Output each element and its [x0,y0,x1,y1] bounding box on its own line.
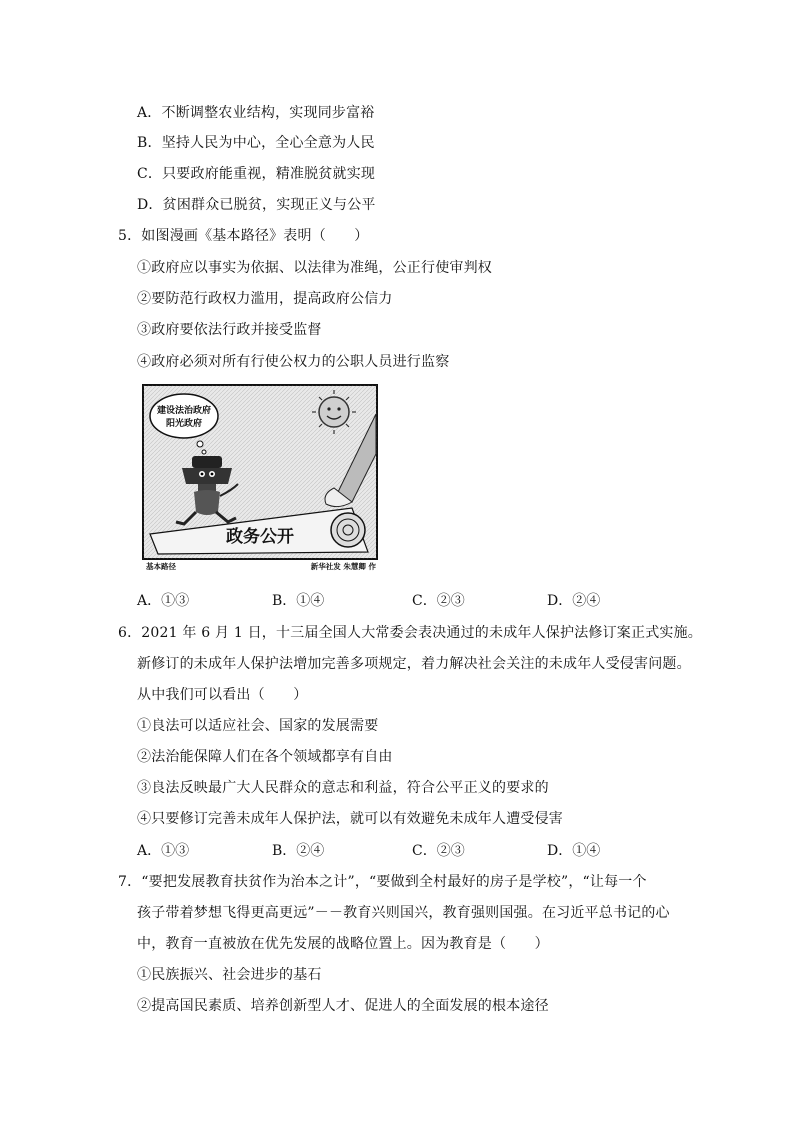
q6-item-2: ②法治能保障人们在各个领域都享有自由 [137,749,393,765]
q5-choice-b: B．①④ [272,593,325,609]
q5-choice-c: C．②③ [412,593,465,609]
q5-stem: 5．如图漫画《基本路径》表明（ ） [118,228,369,244]
caption-right: 新华社发 朱慧卿 作 [310,562,376,571]
bubble-line-1: 建设法治政府 [156,406,212,416]
caption-left: 基本路径 [146,562,176,571]
q5-choice-a: A．①③ [137,593,190,609]
q5-item-4: ④政府必须对所有行使公权力的公职人员进行监察 [137,354,450,370]
q6-stem-line-3: 从中我们可以看出（ ） [137,687,308,703]
q6-choice-d: D．①④ [547,843,601,859]
q7-stem-line-2: 孩子带着梦想飞得更高更远”－－教育兴则国兴，教育强则国强。在习近平总书记的心 [137,905,670,921]
q6-item-4: ④只要修订完善未成年人保护法，就可以有效避免未成年人遭受侵害 [137,811,563,827]
q5-item-1: ①政府应以事实为依据、以法律为准绳，公正行使审判权 [137,260,492,276]
q7-stem-line-1: 7．“要把发展教育扶贫作为治本之计”，“要做到全村最好的房子是学校”，“让每一个 [118,874,647,890]
scroll-roll [331,513,365,547]
q6-item-1: ①良法可以适应社会、国家的发展需要 [137,718,379,734]
q5-item-3: ③政府要依法行政并接受监督 [137,322,322,338]
q7-item-1: ①民族振兴、社会进步的基石 [137,967,322,983]
q5-choice-d: D．②④ [547,593,601,609]
q4-option-a: A．不断调整农业结构，实现同步富裕 [137,105,375,121]
q7-stem-line-3: 中，教育一直被放在优先发展的战略位置上。因为教育是（ ） [137,936,549,952]
q6-choice-c: C．②③ [412,843,465,859]
q4-option-b: B．坚持人民为中心，全心全意为人民 [137,135,375,151]
q6-choice-b: B．②④ [272,843,325,859]
q6-item-3: ③良法反映最广大人民群众的意志和利益，符合公平正义的要求的 [137,780,549,796]
q5-item-2: ②要防范行政权力滥用，提高政府公信力 [137,291,393,307]
scroll-text: 政务公开 [226,527,294,547]
q4-option-c: C．只要政府能重视，精准脱贫就实现 [137,166,376,182]
q6-stem-line-1: 6．2021 年 6 月 1 日，十三届全国人大常委会表决通过的未成年人保护法修订案正式实施。 [118,625,702,641]
q7-item-2: ②提高国民素质、培养创新型人才、促进人的全面发展的根本途径 [137,998,549,1014]
q4-option-d: D．贫困群众已脱贫，实现正义与公平 [137,197,376,213]
bubble-line-2: 阳光政府 [165,419,203,429]
cartoon-image [142,384,378,572]
q6-choice-a: A．①③ [137,843,190,859]
q6-stem-line-2: 新修订的未成年人保护法增加完善多项规定，着力解决社会关注的未成年人受侵害问题。 [137,656,691,672]
